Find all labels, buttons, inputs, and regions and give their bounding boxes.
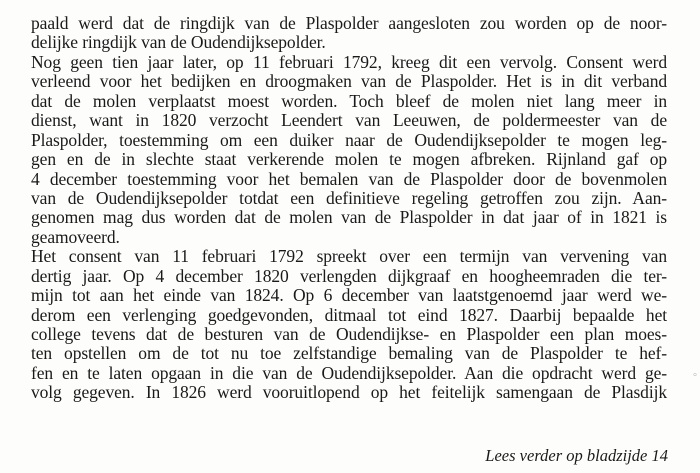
text-line: Het consent van 11 februari 1792 spreekt over een termijn van vervening van <box>31 246 667 267</box>
text-line: geamoveerd. <box>31 226 120 247</box>
text-line: fen en te laten opgaan in die van de Oudendijksepolder. Aan die opdracht werd ge- <box>31 362 667 383</box>
text-line: derom een verlenging goedgevonden, ditmaal tot eind 1827. Daarbij bepaalde het <box>31 304 667 325</box>
text-line: dertig jaar. Op 4 december 1820 verlengden dijkgraaf en hoogheemraden die ter- <box>31 265 667 286</box>
text-line: ten opstellen om de tot nu toe zelfstandige bemaling van de Plaspolder te hef- <box>31 343 667 364</box>
continuation-note: Lees verder op bladzijde 14 <box>485 446 668 465</box>
text-line: dat de molen verplaatst moest worden. Toch bleef de molen niet lang meer in <box>31 90 667 111</box>
text-line: paald werd dat de ringdijk van de Plaspolder aangesloten zou worden op de noor- <box>31 13 667 33</box>
text-line: gen en de in slechte staat verkerende molen te mogen afbreken. Rijnland gaf op <box>31 149 667 170</box>
text-line: delijke ringdijk van de Oudendijksepolder. <box>31 32 326 53</box>
text-line: 4 december toestemming voor het bemalen van de Plaspolder door de bovenmolen <box>31 168 667 189</box>
text-line: van de Oudendijksepolder totdat een definitieve regeling getroffen zou zijn. Aan- <box>31 187 667 208</box>
text-line: dienst, want in 1820 verzocht Leendert van Leeuwen, de poldermeester van de <box>31 110 667 131</box>
text-line: genomen mag dus worden dat de molen van de Plaspolder in dat jaar of in 1821 is <box>31 207 667 228</box>
text-line: verleend voor het bedijken en droogmaken van de Plaspolder. Het is in dit verband <box>31 71 667 92</box>
text-line: college tevens dat de besturen van de Oudendijkse- en Plaspolder een plan moes- <box>31 324 667 344</box>
text-line: mijn tot aan het einde van 1824. Op 6 december van laatstgenoemd jaar werd we- <box>31 285 667 306</box>
text-line: volg gegeven. In 1826 werd vooruitlopend op het feitelijk samengaan de Plasdijk <box>31 382 667 403</box>
text-line: Plaspolder, toestemming om een duiker naar de Oudendijksepolder te mogen leg- <box>31 129 667 150</box>
article-body <box>31 14 667 403</box>
text-line: Nog geen tien jaar later, op 11 februari 1792, kreeg dit een vervolg. Consent werd <box>31 51 667 72</box>
scan-speck-decoration: ° <box>693 372 697 383</box>
